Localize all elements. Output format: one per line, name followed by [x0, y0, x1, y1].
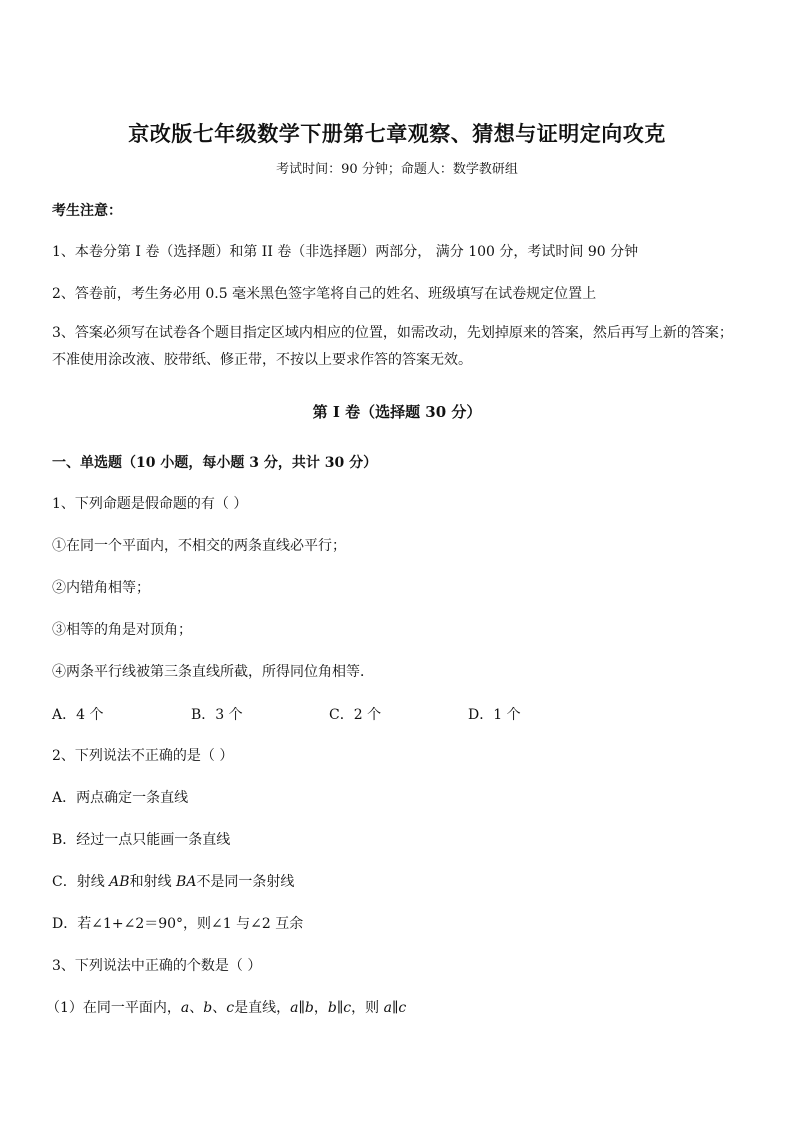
section-heading: 一、单选题（10 小题，每小题 3 分，共计 30 分）: [52, 455, 378, 471]
question-2-option-d: D．若∠1+∠2＝90°，则∠1 与∠2 互余: [52, 916, 304, 932]
page-title: 京改版七年级数学下册第七章观察、猜想与证明定向攻克: [128, 121, 666, 146]
var-a: a: [180, 1000, 190, 1016]
sep-1: 、: [189, 1000, 204, 1016]
part-title: 第 I 卷（选择题 30 分）: [312, 403, 482, 421]
question-1-option-a: A．4 个: [52, 707, 104, 723]
relation-b-parallel-c: b∥c: [327, 1000, 352, 1016]
option-c-mid: 和射线: [129, 874, 177, 890]
var-b: b: [203, 1000, 213, 1016]
item-1-mid: 是直线，: [234, 1000, 291, 1016]
question-1-statement-1: ①在同一个平面内，不相交的两条直线必平行；: [52, 538, 346, 554]
question-2-option-b: B．经过一点只能画一条直线: [52, 832, 231, 848]
ray-ba: BA: [176, 874, 197, 890]
question-1-statement-4: ④两条平行线被第三条直线所截，所得同位角相等．: [52, 664, 374, 680]
question-2-stem: 2、下列说法不正确的是（ ）: [52, 748, 234, 764]
option-c-suffix: 不是同一条射线: [196, 874, 295, 890]
notice-heading: 考生注意：: [52, 203, 122, 219]
question-1-option-b: B．3 个: [191, 707, 243, 723]
question-3-item-1: [46, 997, 406, 1017]
question-3-stem: 3、下列说法中正确的个数是（ ）: [52, 958, 262, 974]
option-c-prefix: C．射线: [52, 874, 110, 890]
exam-subtitle: 考试时间：90 分钟；命题人：数学教研组: [276, 162, 518, 177]
question-2-option-c: [52, 871, 294, 891]
var-c: c: [226, 1000, 235, 1016]
question-1-stem: 1、下列命题是假命题的有（ ）: [52, 496, 248, 512]
question-1-option-c: C．2 个: [329, 707, 382, 723]
item-1-prefix: （1）在同一平面内，: [46, 1000, 181, 1016]
question-1-statement-2: ②内错角相等；: [52, 580, 150, 596]
relation-a-parallel-b: a∥b: [290, 1000, 314, 1016]
ray-ab: AB: [109, 874, 130, 890]
notice-item-1: 1、本卷分第 I 卷（选择题）和第 II 卷（非选择题）两部分， 满分 100 分，考试时间 90 分钟: [52, 244, 639, 260]
relation-a-parallel-c: a∥c: [383, 1000, 407, 1016]
notice-item-3: 3、答案必须写在试卷各个题目指定区域内相应的位置，如需改动，先划掉原来的答案，然后再写上新的答案；不准使用涂改液、胶带纸、修正带，不按以上要求作答的答案无效。: [52, 325, 733, 368]
comma-1: ，: [313, 1000, 328, 1016]
item-1-then: ，则: [351, 1000, 384, 1016]
question-1-option-d: D．1 个: [468, 707, 521, 723]
question-1-statement-3: ③相等的角是对顶角；: [52, 622, 192, 638]
sep-2: 、: [212, 1000, 227, 1016]
question-2-option-a: A．两点确定一条直线: [52, 790, 189, 806]
notice-item-2: 2、答卷前，考生务必用 0.5 毫米黑色签字笔将自己的姓名、班级填写在试卷规定位置上: [52, 286, 597, 302]
